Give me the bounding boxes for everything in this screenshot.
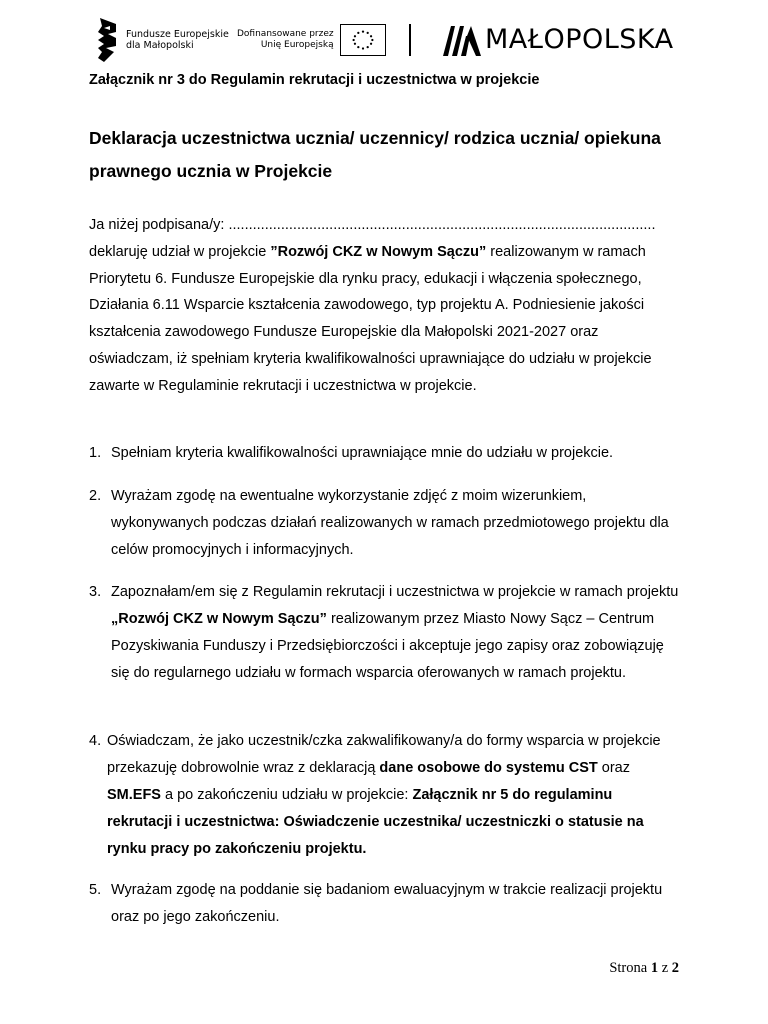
malopolska-mountains-icon: [443, 22, 481, 56]
declare-prefix: deklaruję udział w projekcie: [89, 243, 271, 260]
signed-label: Ja niżej podpisana/y:: [89, 217, 229, 233]
fe-logo-line1: Fundusze Europejskie: [126, 29, 229, 40]
eu-logo-line2: Unię Europejską: [260, 40, 334, 50]
signature-line: ..........................................................................................................: [228, 217, 656, 233]
list-number: 1.: [89, 445, 102, 461]
list-text: [111, 579, 679, 687]
list-text-a: Oświadczam, że jako uczestnik/czka zakwalifikowany/a do formy wsparcia w projekcie przekazuję dobrowolnie wraz z deklaracją: [107, 733, 661, 776]
list-text-c: a po zakończeniu udziału w projekcie:: [160, 787, 413, 803]
intro-paragraph: [89, 212, 679, 400]
eu-logo-text: [237, 29, 334, 51]
list-bold-b: SM.EFS: [107, 787, 161, 803]
list-text: Wyrażam zgodę na poddanie się badaniom ewaluacyjnym w trakcie realizacji projektu oraz po jego zakończeniu.: [111, 882, 663, 925]
declare-rest: realizowanym w ramach Priorytetu 6. Fundusze Europejskie dla rynku pracy, edukacji i włączenia społecznego, Działania 6.11 Wsparcie kształcenia zawodowego, typ projektu A. Podniesienie jakości kształcenia zawodowego Fundusze Europejskie dla Małopolski 2021-2027 oraz oświadczam, iż spełniam kryteria kwalifikowalności uprawniające do udziału w projekcie zawarte w Regulaminie rekrutacji i uczestnictwa w projekcie.: [89, 243, 652, 394]
logo-strip: [96, 16, 676, 66]
page-word: Strona: [609, 960, 648, 976]
eu-logo-line1: Dofinansowane przez: [237, 29, 334, 39]
page-total: 2: [671, 960, 679, 976]
page-current: 1: [650, 960, 659, 976]
list-text-b: realizowanym przez Miasto Nowy Sącz – Centrum Pozyskiwania Funduszy i Przedsiębiorczości i akceptuje jego zapisy oraz zobowiązuję się do regularnego udziału w formach wsparcia oferowanych w ramach projektu.: [111, 611, 664, 681]
list-item-4: [89, 728, 679, 863]
malopolska-logo: [443, 22, 674, 56]
list-number: 4.: [89, 733, 102, 749]
of-word: z: [661, 960, 669, 976]
attachment-label: Załącznik nr 3 do Regulamin rekrutacji i uczestnictwa w projekcie: [89, 72, 540, 88]
fundusze-europejskie-logo: [96, 18, 229, 62]
list-number: 2.: [89, 488, 102, 504]
logo-divider: [409, 24, 411, 56]
fe-logo-text: [126, 29, 229, 51]
page-footer: [609, 960, 679, 977]
list-item-5: [89, 877, 679, 931]
list-item-3: [89, 579, 679, 687]
fe-flag-icon: [96, 18, 120, 62]
list-item-1: [89, 440, 679, 467]
document-title: Deklaracja uczestnictwa ucznia/ uczennicy/ rodzica ucznia/ opiekuna prawnego ucznia w Projekcie: [89, 128, 661, 181]
list-text-b: oraz: [597, 760, 631, 776]
malopolska-wordmark: MAŁOPOLSKA: [485, 23, 674, 55]
list-text-a: Zapoznałam/em się z Regulamin rekrutacji i uczestnictwa w projekcie w ramach projektu: [111, 584, 679, 600]
list-bold-a: dane osobowe do systemu CST: [379, 760, 598, 776]
fe-logo-line2: dla Małopolski: [126, 40, 194, 51]
list-item-2: [89, 483, 679, 564]
project-name-bold: „Rozwój CKZ w Nowym Sączu”: [111, 611, 327, 627]
list-text: Spełniam kryteria kwalifikowalności uprawniające mnie do udziału w projekcie.: [111, 445, 614, 461]
eu-flag-icon: [340, 24, 386, 56]
list-number: 3.: [89, 584, 102, 600]
list-text: [107, 728, 679, 863]
eu-cofinancing-logo: [237, 24, 386, 56]
list-text: Wyrażam zgodę na ewentualne wykorzystanie zdjęć z moim wizerunkiem, wykonywanych podczas działań realizowanych w ramach przedmiotowego projektu dla celów promocyjnych i informacyjnych.: [111, 488, 669, 558]
project-name: ”Rozwój CKZ w Nowym Sączu”: [270, 243, 487, 260]
list-bold-c: Załącznik nr 5 do regulaminu rekrutacji i uczestnictwa: Oświadczenie uczestnika/ uczestniczki o statusie na rynku pracy po zakończeniu projektu.: [107, 787, 644, 857]
list-number: 5.: [89, 882, 102, 898]
